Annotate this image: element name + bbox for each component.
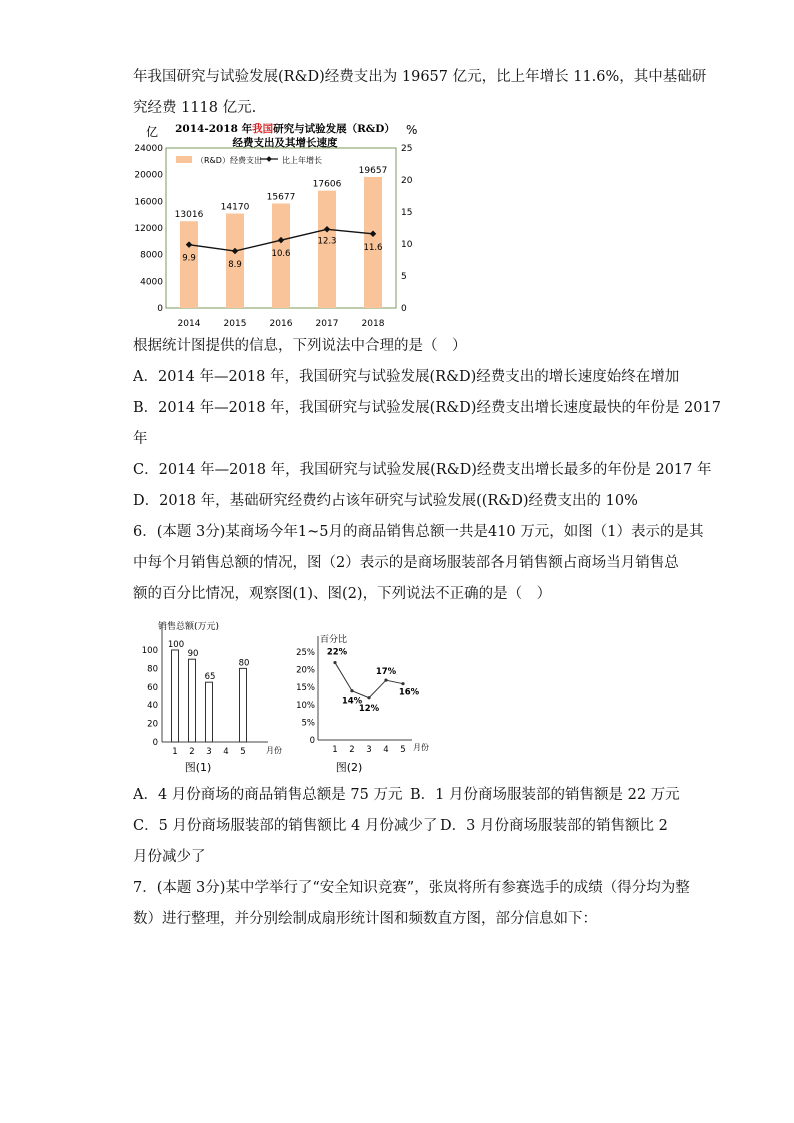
right-tick-label: 25 (401, 144, 413, 154)
q5-option-b-cont: 年 (133, 431, 148, 447)
q5-option-d: D．2018 年，基础研究经费约占该年研究与试验发展((R&D)经费支出的 10% (133, 493, 638, 509)
sales-bar (206, 682, 213, 742)
percentage-value-label: 22% (326, 647, 348, 658)
right-unit-label: % (406, 123, 418, 137)
chart3-y-tick-label: 5% (301, 718, 315, 729)
chart3-caption: 图(2) (335, 761, 363, 774)
intro-line-1: 年我国研究与试验发展(R&D)经费支出为 19657 亿元，比上年增长 11.6%，其中基础研 (133, 69, 707, 85)
chart3-month-label: 3 (366, 745, 372, 755)
q5-option-a: A．2014 年—2018 年，我国研究与试验发展(R&D)经费支出的增长速度始终在增加 (133, 369, 680, 385)
q6-stem-line1: 6．(本题 3分)某商场今年1~5月的商品销售总额一共是410 万元，如图（1）表示的是其 (133, 524, 704, 540)
chart3-y-tick-label: 20% (296, 665, 315, 676)
chart2-month-label: 2 (189, 747, 195, 757)
rd-expenditure-chart (134, 118, 430, 338)
q6-option-a: A．4 月份商场的商品销售总额是 75 万元 (133, 787, 403, 803)
chart2-y-tick-label: 80 (147, 664, 158, 675)
sales-bar-value-label: 100 (167, 640, 185, 650)
chart1-title-line1: 2014-2018 年我国研究与试验发展（R&D） (175, 123, 395, 135)
chart2-y-tick-label: 20 (147, 719, 158, 730)
sales-bar (189, 659, 196, 742)
rd-bar-value-label: 15677 (266, 192, 296, 203)
left-tick-label: 24000 (134, 144, 163, 154)
left-tick-label: 12000 (134, 224, 163, 234)
right-tick-label: 0 (401, 304, 407, 314)
chart3-month-label: 1 (332, 745, 338, 755)
q6-option-d-cont: 月份减少了 (133, 849, 206, 865)
rd-bar (180, 221, 198, 308)
right-tick-label: 15 (401, 208, 413, 218)
sales-bar-value-label: 80 (238, 658, 250, 669)
chart2-month-label: 4 (223, 747, 229, 757)
chart2-xlabel: 月份 (266, 746, 282, 755)
chart3-xlabel: 月份 (413, 743, 429, 752)
chart2-y-tick-label: 100 (141, 646, 158, 656)
sales-bar-value-label: 90 (187, 649, 199, 660)
monthly-sales-chart (138, 615, 298, 775)
q5-stem: 根据统计图提供的信息，下列说法中合理的是（ ） (133, 338, 467, 354)
chart3-y-tick-label: 10% (296, 700, 315, 711)
growth-value-label: 11.6 (363, 242, 383, 253)
q6-option-c: C．5 月份商场服装部的销售额比 4 月份减少了 (133, 818, 438, 834)
chart3-month-label: 2 (349, 745, 355, 755)
legend-bar-swatch (176, 156, 192, 163)
chart2-ylabel: 销售总额(万元) (158, 622, 220, 632)
year-tick-label: 2017 (315, 319, 339, 329)
year-tick-label: 2015 (223, 319, 247, 329)
sales-bar-value-label: 65 (204, 672, 216, 683)
intro-line-2: 究经费 1118 亿元. (133, 100, 257, 116)
growth-value-label: 10.6 (271, 249, 291, 260)
chart2-month-label: 1 (172, 747, 178, 757)
percentage-value-label: 12% (358, 703, 380, 714)
right-tick-label: 5 (401, 272, 407, 282)
chart3-month-label: 5 (400, 745, 406, 755)
left-tick-label: 16000 (134, 197, 163, 208)
year-tick-label: 2016 (269, 319, 293, 329)
sales-bar (240, 668, 247, 742)
chart1-title-line2: 经费支出及其增长速度 (232, 137, 338, 149)
q6-stem-line3: 额的百分比情况，观察图(1)、图(2)，下列说法不正确的是（ ） (133, 586, 552, 602)
chart2-y-tick-label: 60 (147, 682, 158, 693)
chart2-y-tick-label: 40 (147, 701, 158, 712)
chart3-month-label: 4 (383, 745, 389, 755)
chart3-y-tick-label: 15% (296, 683, 315, 694)
left-unit-label: 亿 (146, 125, 159, 139)
percentage-value-label: 14% (341, 696, 363, 707)
q5-option-b: B．2014 年—2018 年，我国研究与试验发展(R&D)经费支出增长速度最快的年份是 2017 (133, 400, 721, 416)
rd-bar-value-label: 19657 (358, 165, 388, 176)
clothing-percentage-chart (294, 628, 444, 776)
q5-option-c: C．2014 年—2018 年，我国研究与试验发展(R&D)经费支出增长最多的年份是 2017 年 (133, 462, 712, 478)
growth-value-label: 12.3 (317, 236, 337, 247)
chart2-y-tick-label: 0 (152, 738, 158, 748)
left-tick-label: 8000 (140, 250, 163, 261)
q6-stem-line2: 中每个月销售总额的情况，图（2）表示的是商场服装部各月销售额占商场当月销售总 (133, 555, 679, 571)
left-tick-label: 4000 (140, 277, 163, 288)
growth-value-label: 9.9 (182, 253, 196, 264)
percentage-point (333, 661, 336, 664)
q7-stem-line2: 数）进行整理，并分别绘制成扇形统计图和频数直方图，部分信息如下： (133, 911, 597, 927)
percentage-point (350, 689, 353, 692)
chart3-y-tick-label: 0 (309, 736, 315, 746)
sales-bar (172, 650, 179, 742)
chart3-y-tick-label: 25% (296, 648, 315, 658)
rd-bar-value-label: 17606 (312, 179, 342, 190)
percentage-value-label: 17% (375, 667, 397, 678)
rd-bar-value-label: 14170 (220, 202, 250, 213)
percentage-value-label: 16% (398, 687, 420, 698)
chart3-ylabel: 百分比 (320, 635, 348, 645)
left-tick-label: 0 (157, 304, 163, 314)
year-tick-label: 2014 (177, 319, 201, 329)
q6-option-d: D．3 月份商场服装部的销售额比 2 (440, 818, 668, 834)
rd-bar (318, 191, 336, 308)
percentage-point (401, 682, 404, 685)
q6-option-b: B．1 月份商场服装部的销售额是 22 万元 (410, 787, 680, 803)
year-tick-label: 2018 (361, 319, 385, 329)
chart2-month-label: 3 (206, 747, 212, 757)
right-tick-label: 10 (401, 240, 413, 250)
percentage-point (384, 679, 387, 682)
left-tick-label: 20000 (134, 170, 163, 181)
chart2-caption: 图(1) (184, 761, 212, 774)
chart2-month-label: 5 (240, 747, 246, 757)
legend-bar-label: （R&D）经费支出 (196, 156, 262, 165)
rd-bar-value-label: 13016 (174, 210, 204, 221)
growth-value-label: 8.9 (228, 260, 242, 271)
legend-line-label: 比上年增长 (282, 156, 322, 165)
legend-line-marker (266, 156, 272, 162)
q7-stem-line1: 7．(本题 3分)某中学举行了“安全知识竞赛”，张岚将所有参赛选手的成绩（得分均为整 (133, 880, 690, 896)
right-tick-label: 20 (401, 176, 413, 186)
percentage-point (367, 696, 370, 699)
